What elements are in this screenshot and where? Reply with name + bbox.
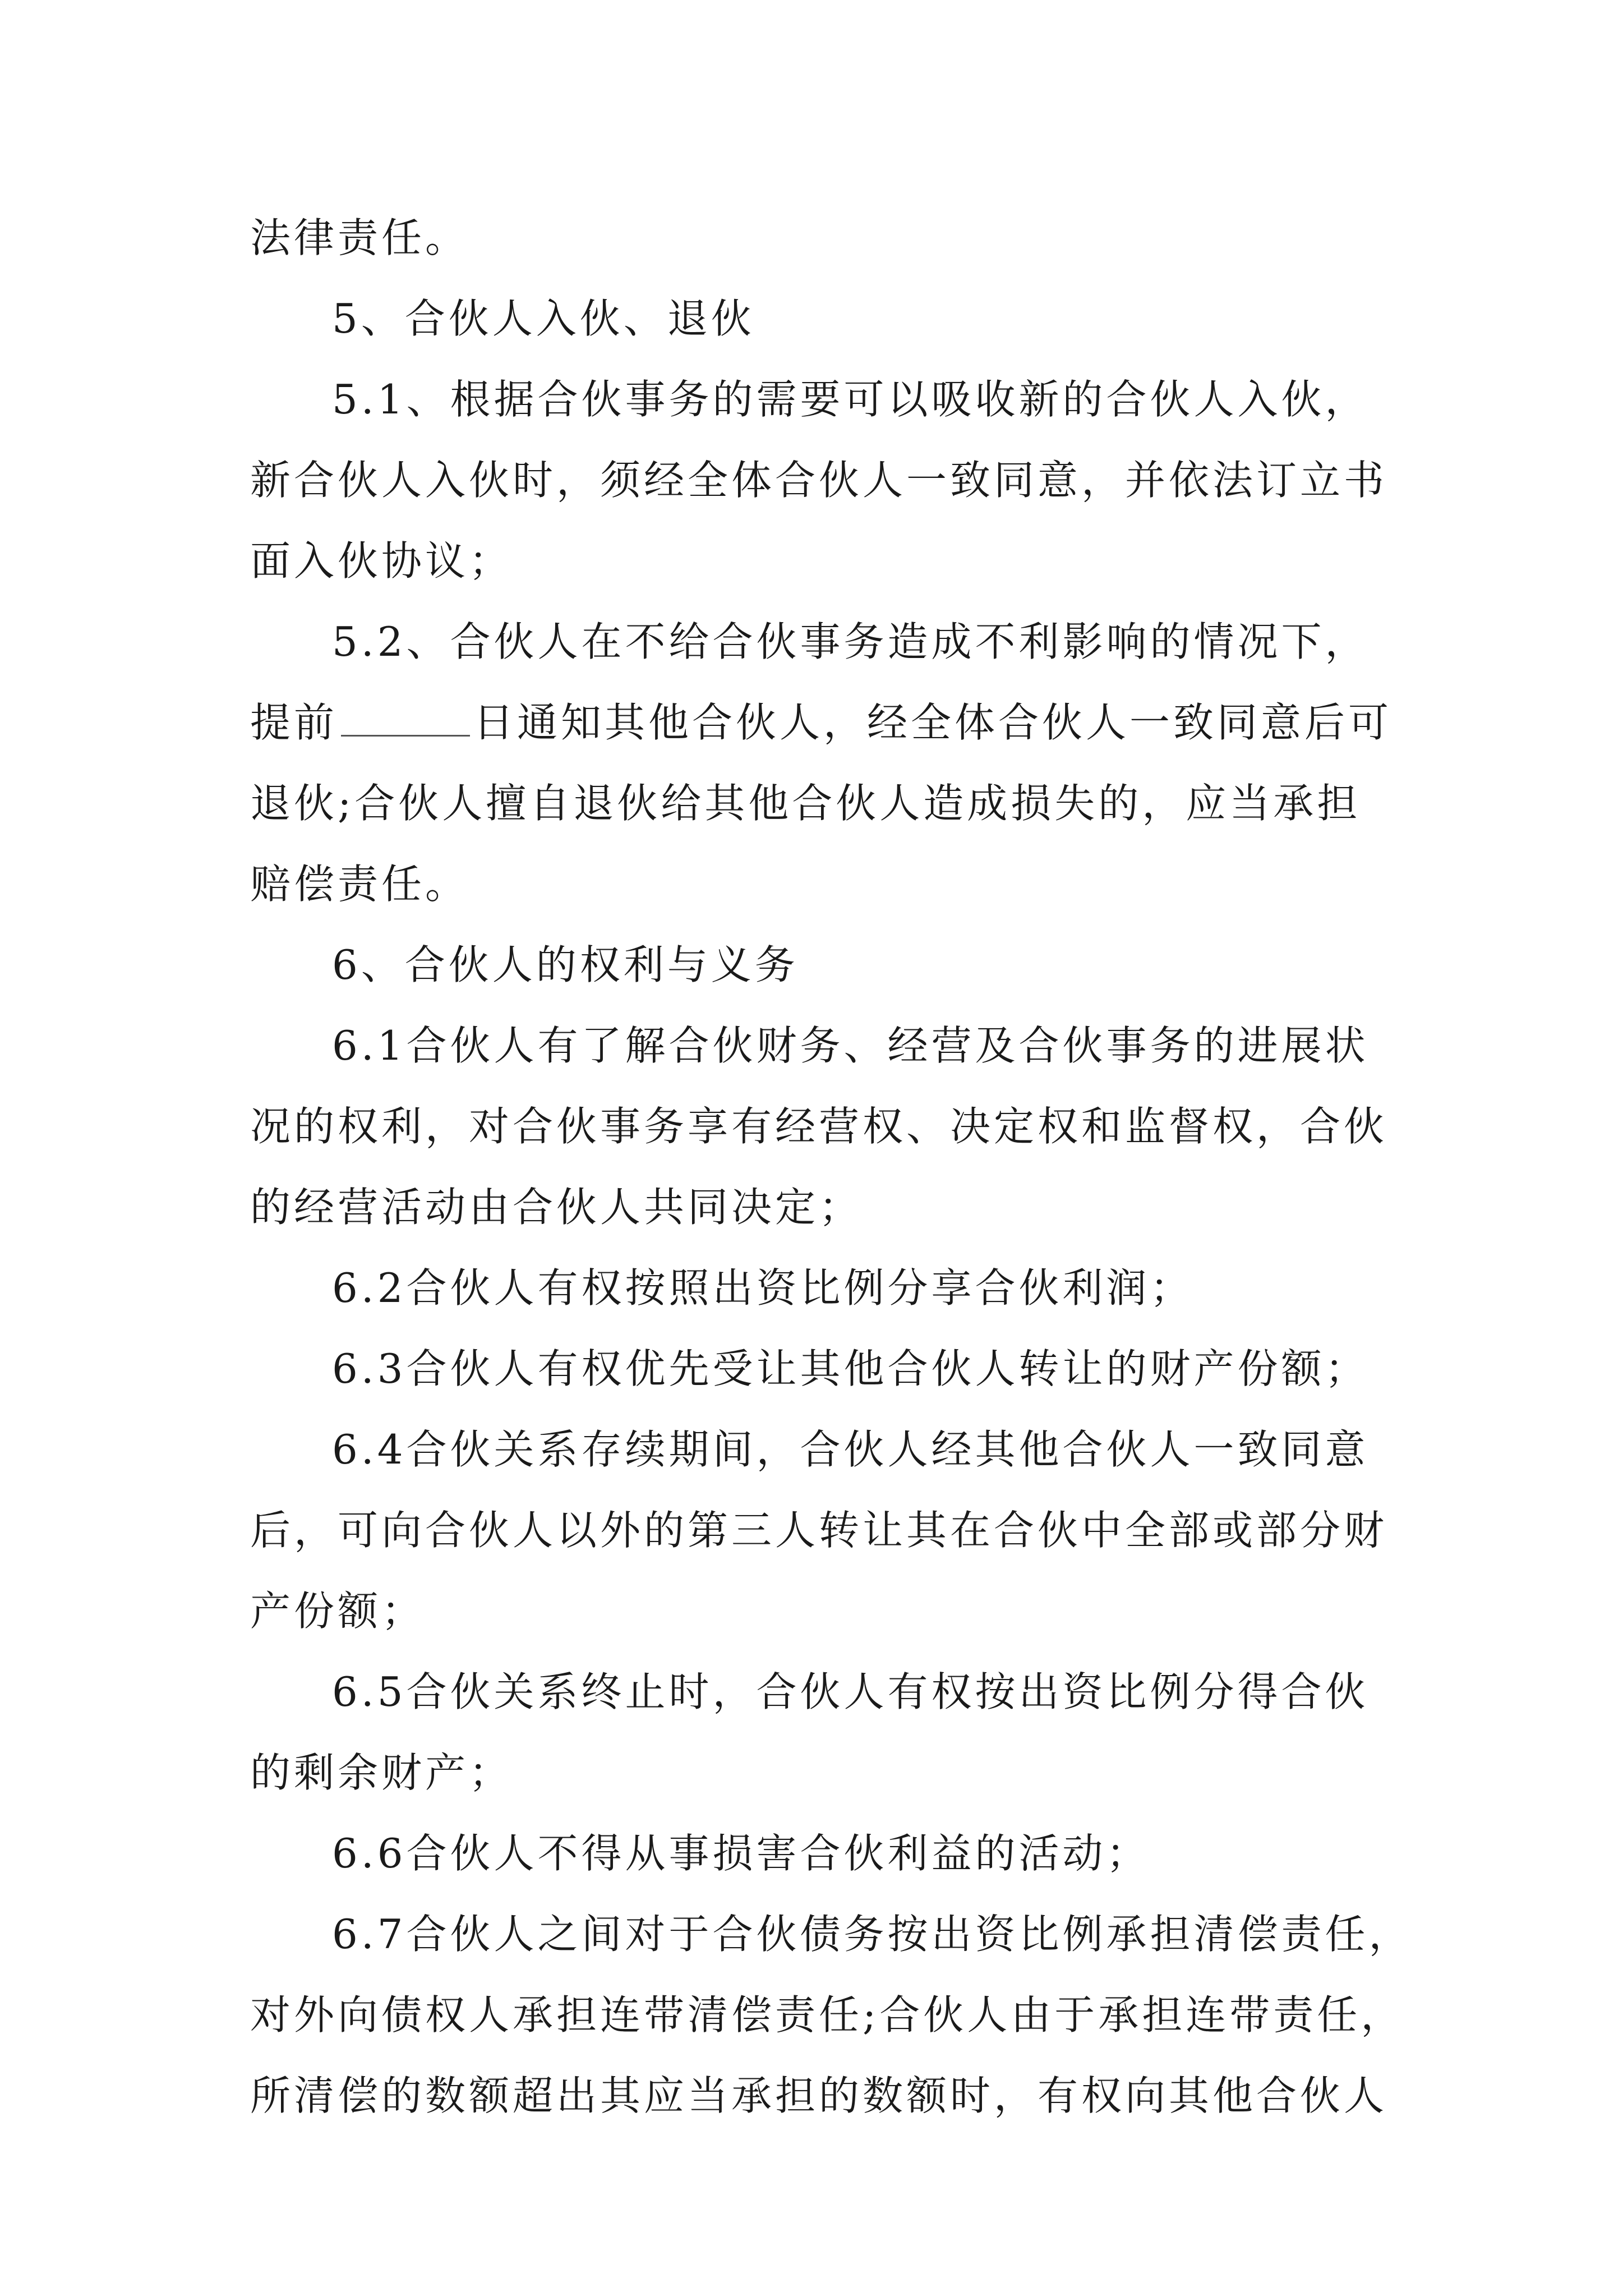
- fill-in-blank: [341, 694, 470, 737]
- text-line: 赔偿责任。: [250, 861, 469, 908]
- text-line: 6.4合伙关系存续期间，合伙人经其他合伙人一致同意: [332, 1426, 1369, 1473]
- text-line: 6.7合伙人之间对于合伙债务按出资比例承担清偿责任，: [332, 1911, 1413, 1958]
- text-line: 的剩余财产；: [250, 1749, 513, 1796]
- document-body: [250, 197, 1413, 2136]
- text-line: 5.1、根据合伙事务的需要可以吸收新的合伙人入伙，: [332, 376, 1369, 423]
- text-line: 6.6合伙人不得从事损害合伙利益的活动；: [332, 1830, 1150, 1877]
- text-line: 退伙;合伙人擅自退伙给其他合伙人造成损失的，应当承担: [250, 780, 1361, 827]
- text-line: 面入伙协议；: [250, 537, 513, 585]
- text-segment: 日通知其他合伙人，经全体合伙人一致同意后可: [473, 699, 1393, 746]
- text-line: 6.1合伙人有了解合伙财务、经营及合伙事务的进展状: [332, 1022, 1369, 1069]
- section-heading-6: 6、合伙人的权利与义务: [332, 941, 799, 988]
- text-line: 法律责任。: [250, 214, 469, 261]
- text-line: 的经营活动由合伙人共同决定；: [250, 1184, 863, 1231]
- text-line: 况的权利，对合伙事务享有经营权、决定权和监督权，合伙: [250, 1103, 1388, 1150]
- text-line: 6.5合伙关系终止时，合伙人有权按出资比例分得合伙: [332, 1668, 1369, 1715]
- text-line: 5.2、合伙人在不给合伙事务造成不利影响的情况下，: [332, 618, 1369, 665]
- text-segment: 提前: [250, 699, 338, 746]
- text-line-with-blank: [250, 682, 1394, 763]
- text-line: 6.2合伙人有权按照出资比例分享合伙利润；: [332, 1264, 1194, 1312]
- text-line: 对外向债权人承担连带清偿责任;合伙人由于承担连带责任，: [250, 1991, 1405, 2039]
- text-line: 6.3合伙人有权优先受让其他合伙人转让的财产份额；: [332, 1345, 1369, 1392]
- section-heading-5: 5、合伙人入伙、退伙: [332, 295, 755, 342]
- text-line: 后，可向合伙人以外的第三人转让其在合伙中全部或部分财: [250, 1507, 1388, 1554]
- text-line: 所清偿的数额超出其应当承担的数额时，有权向其他合伙人: [250, 2072, 1388, 2119]
- text-line: 新合伙人入伙时，须经全体合伙人一致同意，并依法订立书: [250, 457, 1388, 504]
- text-line: 产份额；: [250, 1588, 426, 1635]
